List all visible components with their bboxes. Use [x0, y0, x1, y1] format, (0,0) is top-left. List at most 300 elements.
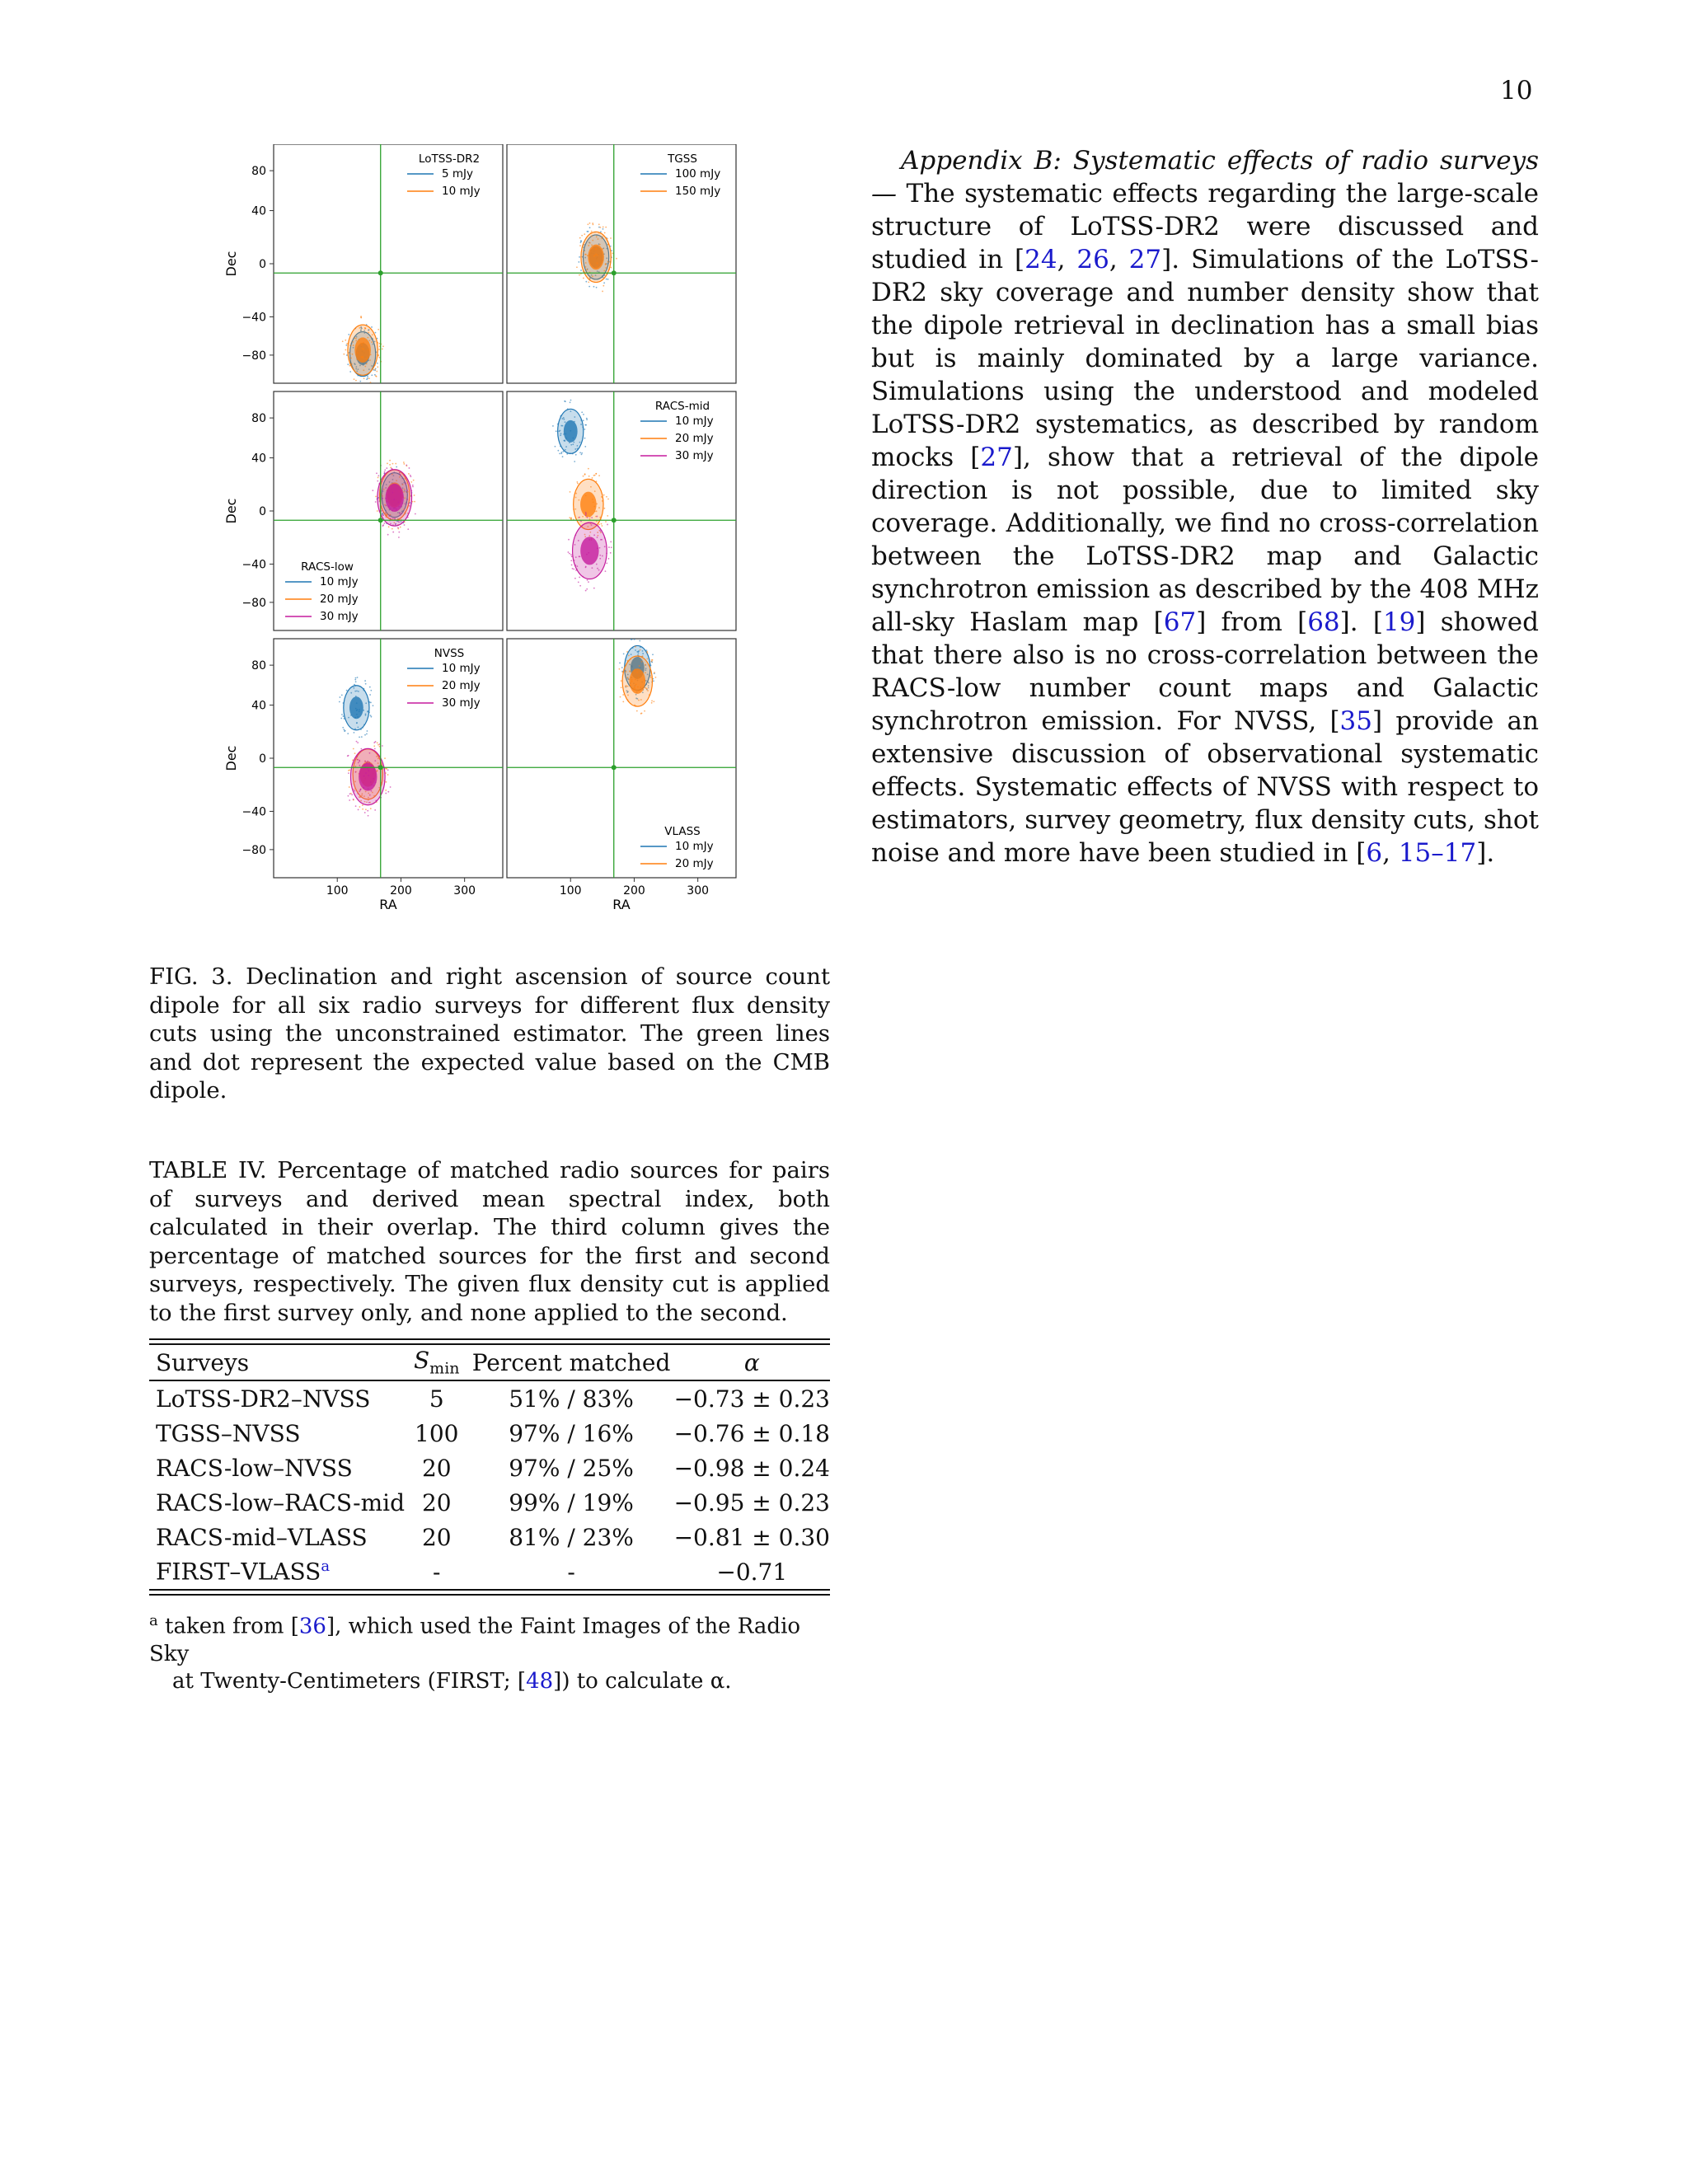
expected-dot [612, 270, 617, 275]
header-smin-base: S [413, 1347, 430, 1375]
scatter-point [585, 513, 587, 515]
cell-percent: 81% / 23% [509, 1523, 634, 1551]
scatter-point [376, 371, 377, 373]
panel-nvss [223, 639, 503, 912]
scatter-point [579, 237, 581, 239]
scatter-point [607, 524, 608, 526]
scatter-point [619, 662, 621, 663]
cell-surveys [149, 1380, 405, 1416]
scatter-point [601, 523, 603, 525]
scatter-point [357, 677, 359, 678]
scatter-point [574, 461, 575, 462]
scatter-point [568, 539, 570, 541]
expected-dot [612, 518, 617, 523]
scatter-point [359, 381, 361, 382]
y-tick-label: −80 [241, 349, 266, 363]
scatter-point [640, 649, 641, 651]
scatter-point [369, 694, 371, 696]
scatter-point [559, 452, 560, 454]
legend-label: 20 mJy [442, 679, 481, 692]
header-smin-sub: min [429, 1359, 460, 1378]
cell-surveys-text: RACS-mid–VLASS [156, 1523, 368, 1551]
scatter-point [406, 465, 407, 466]
scatter-point [351, 794, 353, 795]
legend-label: 10 mJy [675, 840, 714, 853]
cell-smin: 20 [421, 1454, 452, 1482]
scatter-point [348, 334, 349, 335]
contour-inner [630, 668, 646, 694]
y-tick-label: −40 [241, 311, 266, 325]
scatter-point [585, 512, 587, 513]
contour-inner [588, 245, 604, 270]
scatter-point [598, 524, 600, 526]
cell-smin: 5 [429, 1385, 444, 1413]
scatter-point [392, 532, 394, 533]
scatter-point [644, 710, 645, 712]
scatter-point [354, 752, 356, 754]
scatter-point [348, 772, 349, 774]
header-alpha-symbol: α [743, 1348, 760, 1376]
scatter-point [355, 380, 357, 382]
appendix-text-1: The systematic effects regarding the large-scale structure of LoTSS-DR2 were discussed and studied in [ [871, 179, 1539, 274]
scatter-point [407, 528, 409, 530]
scatter-point [570, 400, 572, 401]
page-number: 10 [1500, 76, 1533, 105]
scatter-point [603, 227, 604, 228]
scatter-point [403, 463, 405, 465]
scatter-point [604, 508, 606, 509]
scatter-point [651, 659, 653, 661]
scatter-point [589, 227, 591, 228]
scatter-point [565, 401, 566, 402]
citation-27-second[interactable]: 27 [980, 443, 1013, 472]
scatter-point [598, 223, 600, 225]
scatter-point [587, 223, 588, 225]
scatter-point [359, 737, 360, 738]
scatter-point [374, 748, 376, 750]
scatter-point [364, 734, 366, 736]
citation-48[interactable]: 48 [526, 1668, 554, 1694]
scatter-point [570, 554, 572, 555]
y-axis-label: Dec [223, 498, 239, 524]
scatter-point [343, 715, 345, 717]
scatter-point [606, 279, 607, 280]
scatter-point [606, 562, 607, 564]
scatter-point [576, 481, 578, 483]
citation-67[interactable]: 67 [1163, 607, 1197, 637]
y-tick-label: −80 [241, 843, 266, 857]
scatter-point [400, 527, 401, 528]
scatter-point [588, 476, 590, 477]
scatter-point [410, 481, 412, 483]
scatter-point [571, 565, 573, 566]
scatter-point [361, 736, 363, 738]
scatter-point [611, 250, 612, 251]
cell-percent: 97% / 25% [509, 1454, 634, 1482]
scatter-point [570, 491, 571, 493]
scatter-point [414, 494, 415, 496]
scatter-point [567, 551, 569, 553]
scatter-point [593, 475, 595, 476]
scatter-point [377, 366, 378, 368]
scatter-point [583, 476, 584, 477]
x-tick-label: 200 [390, 884, 412, 898]
scatter-point [655, 677, 657, 678]
y-tick-label: 40 [251, 204, 266, 218]
cell-smin: 100 [415, 1419, 459, 1447]
scatter-point [358, 809, 359, 811]
cell-smin: 20 [421, 1488, 452, 1516]
x-tick-label: 100 [326, 884, 349, 898]
scatter-point [639, 640, 640, 642]
scatter-point [603, 494, 605, 496]
cell-surveys-text: RACS-low–NVSS [156, 1454, 353, 1482]
legend-label: 5 mJy [442, 167, 474, 180]
scatter-point [580, 269, 582, 271]
scatter-point [607, 515, 608, 517]
scatter-point [363, 377, 365, 379]
contour-inner [580, 537, 598, 565]
scatter-point [604, 232, 606, 234]
legend-label: 20 mJy [675, 857, 714, 870]
scatter-point [355, 681, 357, 682]
scatter-point [375, 496, 377, 498]
scatter-point [652, 654, 654, 655]
scatter-point [382, 345, 384, 347]
scatter-point [398, 532, 400, 533]
header-alpha [674, 1345, 830, 1380]
scatter-point [588, 286, 590, 288]
scatter-point [344, 730, 345, 732]
scatter-point [377, 329, 379, 330]
scatter-point [354, 679, 356, 681]
cell-surveys-text: TGSS–NVSS [156, 1419, 301, 1447]
table-row [149, 1416, 830, 1451]
footnote-mark: a [149, 1612, 158, 1629]
legend-label: 20 mJy [320, 593, 359, 606]
scatter-point [382, 349, 383, 350]
scatter-point [621, 680, 622, 682]
scatter-point [387, 462, 388, 464]
scatter-point [598, 475, 600, 476]
legend-title: RACS-low [301, 560, 354, 574]
footnote-marker[interactable]: a [321, 1558, 331, 1576]
cell-percent: 99% / 19% [509, 1488, 634, 1516]
scatter-point [413, 480, 415, 481]
scatter-point [387, 774, 389, 776]
scatter-point [603, 282, 605, 284]
scatter-point [378, 357, 380, 359]
scatter-point [572, 568, 574, 569]
scatter-point [570, 401, 571, 403]
footnote-line-1 [149, 1607, 830, 1668]
scatter-point [605, 227, 607, 228]
scatter-point [412, 485, 414, 486]
scatter-point [386, 781, 387, 783]
panel-lotss-dr2 [223, 144, 503, 383]
scatter-point [409, 467, 410, 469]
scatter-point [387, 534, 389, 536]
table-row [149, 1451, 830, 1485]
scatter-point [343, 354, 345, 355]
cell-percent: 97% / 16% [509, 1419, 634, 1447]
scatter-point [581, 411, 583, 413]
scatter-point [365, 808, 367, 810]
scatter-point [581, 235, 583, 237]
legend-label: 10 mJy [320, 575, 359, 588]
cell-smin: - [433, 1558, 441, 1586]
scatter-point [354, 684, 355, 686]
scatter-point [392, 463, 394, 465]
scatter-point [588, 581, 589, 583]
scatter-point [386, 467, 387, 469]
contour-inner [564, 420, 578, 443]
scatter-point [354, 378, 355, 380]
scatter-point [339, 701, 340, 703]
appendix-text-8: ]. [1476, 838, 1495, 868]
y-tick-label: 0 [259, 258, 266, 271]
expected-dot [378, 270, 383, 275]
scatter-point [588, 231, 589, 232]
citation-27[interactable]: 27 [1128, 245, 1162, 274]
scatter-point [347, 755, 349, 757]
scatter-point [593, 588, 595, 589]
scatter-point [557, 450, 559, 452]
header-percent: Percent matched [471, 1348, 671, 1376]
appendix-b-paragraph [871, 144, 1539, 869]
table-bottom-rule [149, 1589, 830, 1596]
scatter-point [641, 713, 643, 715]
scatter-point [602, 525, 603, 527]
matched-sources-table [149, 1345, 830, 1589]
scatter-point [392, 528, 393, 530]
y-tick-label: −80 [241, 596, 266, 610]
scatter-point [602, 291, 603, 293]
scatter-point [362, 804, 363, 806]
scatter-point [621, 667, 623, 668]
table-footnote [149, 1607, 830, 1695]
footnote-text-4: ]) to calculate α. [553, 1668, 732, 1694]
scatter-point [370, 715, 372, 716]
scatter-point [583, 414, 584, 415]
legend-label: 30 mJy [442, 696, 481, 710]
scatter-point [368, 815, 369, 817]
legend-label: 10 mJy [675, 415, 714, 428]
scatter-point [585, 590, 587, 592]
scatter-point [577, 483, 579, 485]
contour-inner [580, 492, 597, 518]
scatter-point [414, 501, 415, 503]
scatter-point [635, 646, 636, 648]
scatter-point [360, 317, 362, 319]
scatter-point [651, 702, 653, 704]
cell-alpha: −0.76 ± 0.18 [673, 1419, 830, 1447]
cell-alpha: −0.98 ± 0.24 [673, 1454, 830, 1482]
scatter-point [552, 425, 554, 427]
scatter-point [622, 701, 624, 703]
scatter-point [636, 710, 638, 712]
scatter-point [357, 742, 359, 743]
scatter-point [628, 654, 630, 656]
scatter-point [583, 419, 584, 421]
scatter-point [388, 526, 390, 527]
scatter-point [588, 281, 589, 283]
scatter-point [385, 793, 387, 794]
scatter-point [370, 702, 372, 704]
scatter-point [408, 473, 410, 475]
citation-15-17[interactable]: 15–17 [1398, 838, 1477, 868]
scatter-point [610, 541, 612, 543]
citation-6[interactable]: 6 [1366, 838, 1383, 868]
scatter-point [589, 223, 591, 224]
scatter-point [605, 521, 607, 523]
scatter-point [620, 696, 621, 698]
appendix-sep-3: , [1382, 838, 1399, 868]
table-row [149, 1554, 830, 1589]
scatter-point [412, 486, 414, 488]
cell-alpha: −0.95 ± 0.23 [673, 1488, 830, 1516]
citation-36[interactable]: 36 [298, 1614, 326, 1639]
scatter-point [367, 377, 368, 379]
scatter-point [355, 677, 357, 679]
scatter-point [605, 570, 607, 572]
scatter-point [404, 524, 406, 526]
panel-racs-mid [507, 391, 736, 630]
appendix-text-2: ]. Simulations of the LoTSS-DR2 sky coverage and number density show that the dipole retrieval in declination has a small bias but is mainly dominated by a large variance. Simulations using the understood and modeled LoTSS-DR2 systematics, as described by random mocks [ [871, 245, 1539, 472]
scatter-point [377, 480, 378, 482]
scatter-point [575, 454, 577, 456]
cell-surveys-text: RACS-low–RACS-mid [156, 1488, 405, 1516]
y-tick-label: 0 [259, 752, 266, 766]
scatter-point [374, 809, 376, 811]
scatter-point [631, 639, 633, 640]
scatter-point [584, 473, 586, 475]
scatter-point [583, 278, 584, 279]
scatter-point [362, 808, 363, 810]
scatter-point [389, 460, 391, 462]
scatter-point [555, 446, 556, 448]
scatter-point [354, 732, 355, 733]
legend-label: 10 mJy [442, 662, 481, 675]
scatter-point [373, 369, 374, 371]
scatter-point [345, 340, 346, 341]
scatter-point [387, 791, 389, 793]
scatter-point [626, 651, 628, 653]
table-row [149, 1520, 830, 1554]
scatter-point [378, 349, 380, 350]
scatter-point [578, 261, 579, 263]
scatter-point [341, 714, 343, 715]
scatter-point [382, 525, 384, 527]
citation-68[interactable]: 68 [1307, 607, 1340, 637]
citation-19[interactable]: 19 [1382, 607, 1416, 637]
scatter-point [587, 517, 588, 518]
scatter-point [346, 343, 348, 344]
panel-vlass [507, 639, 736, 912]
appendix-text-3: ], show that a retrieval of the dipole direction is not possible, due to limited sky coverage. Additionally, we find no cross-correlation between the LoTSS-DR2 map and Galactic synchrotron emission as described by the 408 MHz all-sky Haslam map [ [871, 443, 1539, 637]
scatter-point [654, 672, 655, 673]
scatter-point [560, 452, 562, 454]
scatter-point [347, 733, 349, 734]
cell-surveys-text: LoTSS-DR2–NVSS [156, 1385, 371, 1413]
table-row [149, 1380, 830, 1416]
scatter-point [556, 430, 557, 432]
scatter-point [360, 748, 362, 750]
scatter-point [653, 701, 654, 702]
citation-26[interactable]: 26 [1076, 245, 1109, 274]
scatter-point [366, 733, 368, 735]
scatter-point [579, 274, 580, 276]
scatter-point [623, 653, 625, 654]
scatter-point [359, 806, 360, 808]
scatter-point [603, 228, 604, 230]
dipole-scatter-figure [223, 144, 750, 919]
cell-percent: - [567, 1558, 575, 1586]
scatter-point [395, 463, 396, 465]
legend-label: 20 mJy [675, 432, 714, 445]
scatter-point [651, 661, 653, 663]
scatter-point [584, 429, 585, 430]
scatter-point [342, 727, 344, 729]
scatter-point [360, 316, 362, 317]
scatter-point [348, 795, 349, 797]
scatter-point [608, 558, 610, 560]
expected-dot [378, 765, 383, 770]
scatter-point [374, 369, 376, 371]
scatter-point [349, 793, 351, 794]
scatter-point [356, 741, 358, 743]
scatter-point [382, 745, 383, 747]
scatter-point [385, 790, 387, 791]
scatter-point [371, 326, 373, 328]
scatter-point [345, 344, 347, 346]
scatter-point [586, 418, 588, 419]
scatter-point [607, 499, 609, 500]
scatter-point [585, 281, 587, 283]
scatter-point [353, 799, 354, 800]
scatter-point [371, 716, 373, 718]
contour-inner [359, 762, 377, 790]
y-tick-label: 80 [251, 659, 266, 673]
scatter-point [587, 579, 588, 581]
scatter-point [403, 462, 405, 463]
cell-surveys [149, 1451, 405, 1485]
contour-inner [354, 337, 371, 363]
legend-label: 100 mJy [675, 167, 721, 180]
scatter-point [349, 769, 350, 771]
citation-35[interactable]: 35 [1339, 706, 1372, 736]
scatter-point [579, 452, 581, 453]
scatter-point [571, 555, 573, 557]
expected-dot [378, 518, 383, 523]
scatter-point [370, 690, 372, 691]
cell-surveys-text: FIRST–VLASS [156, 1558, 321, 1586]
scatter-point [371, 374, 373, 376]
citation-24[interactable]: 24 [1025, 245, 1057, 274]
scatter-point [342, 340, 344, 342]
scatter-point [584, 438, 586, 439]
cell-alpha: −0.81 ± 0.30 [673, 1523, 830, 1551]
scatter-point [574, 578, 576, 579]
scatter-point [580, 241, 582, 243]
scatter-point [347, 363, 349, 365]
cell-surveys [149, 1416, 405, 1451]
scatter-point [367, 730, 368, 732]
scatter-point [584, 446, 586, 448]
scatter-point [596, 287, 598, 288]
y-tick-label: 80 [251, 412, 266, 426]
scatter-point [376, 472, 377, 474]
